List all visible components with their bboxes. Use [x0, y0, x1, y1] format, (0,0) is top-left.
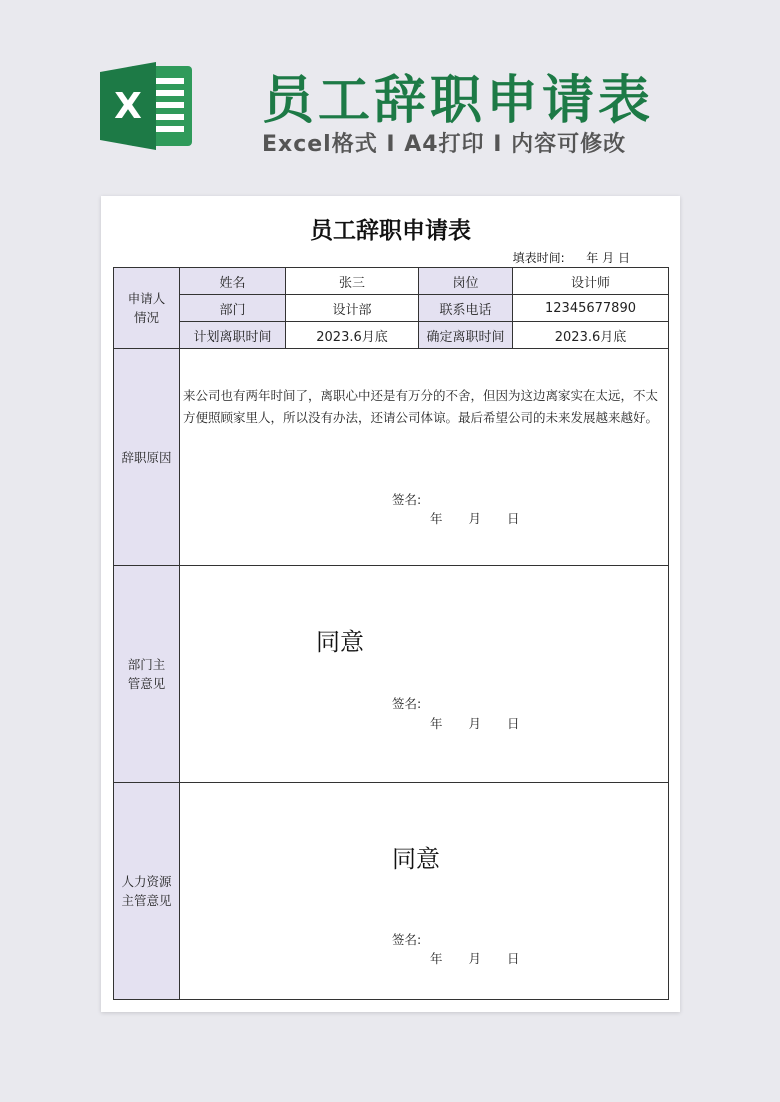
name-value[interactable]: 张三 — [286, 268, 419, 295]
reason-day: 日 — [506, 511, 520, 526]
dept-manager-date — [430, 714, 519, 732]
phone-value[interactable]: 12345677890 — [513, 295, 669, 322]
reason-date — [430, 509, 519, 527]
header-banner — [0, 0, 780, 190]
planned-date-label: 计划离职时间 — [180, 322, 286, 349]
hr-manager-date — [430, 949, 519, 967]
hr-manager-month: 月 — [468, 951, 481, 966]
reason-cell[interactable] — [180, 349, 669, 566]
svg-text:X: X — [114, 86, 142, 127]
banner-title: 员工辞职申请表 — [262, 71, 655, 131]
resignation-form-table — [113, 267, 669, 1000]
hr-manager-section-label: 人力资源主管意见 — [114, 783, 180, 1000]
hr-manager-year: 年 — [430, 951, 443, 966]
hr-manager-sign-label: 签名: — [392, 932, 422, 947]
document-title: 员工辞职申请表 — [310, 218, 471, 244]
reason-year: 年 — [430, 511, 443, 526]
confirmed-date-label: 确定离职时间 — [419, 322, 513, 349]
fill-time-year: 年 — [586, 251, 599, 265]
dept-manager-opinion-cell[interactable] — [180, 566, 669, 783]
fill-time-day: 日 — [617, 251, 630, 265]
hr-manager-opinion-cell[interactable] — [180, 783, 669, 1000]
planned-date-value[interactable]: 2023.6月底 — [286, 322, 419, 349]
form-sheet — [101, 196, 680, 1012]
dept-manager-year: 年 — [430, 716, 443, 731]
dept-manager-opinion[interactable]: 同意 — [316, 628, 364, 656]
dept-manager-day: 日 — [506, 716, 520, 731]
banner-subtitle: Excel格式 I A4打印 I 内容可修改 — [262, 132, 627, 157]
reason-month: 月 — [468, 511, 481, 526]
hr-manager-day: 日 — [506, 951, 520, 966]
dept-value[interactable]: 设计部 — [286, 295, 419, 322]
reason-text[interactable]: 来公司也有两年时间了，离职心中还是有万分的不舍，但因为这边离家实在太远，不太方便照顾家里人，所以没有办法，还请公司体谅。最后希望公司的未来发展越来越好。 — [183, 388, 659, 425]
reason-sign-label: 签名: — [392, 492, 422, 507]
dept-manager-sign-label: 签名: — [392, 696, 422, 711]
confirmed-date-value[interactable]: 2023.6月底 — [513, 322, 669, 349]
name-label: 姓名 — [180, 268, 286, 295]
reason-section-label: 辞职原因 — [114, 349, 180, 566]
dept-manager-section-label: 部门主管意见 — [114, 566, 180, 783]
fill-time-month: 月 — [602, 251, 615, 265]
fill-time — [513, 249, 630, 266]
hr-manager-opinion[interactable]: 同意 — [392, 845, 440, 873]
position-value[interactable]: 设计师 — [513, 268, 669, 295]
phone-label: 联系电话 — [419, 295, 513, 322]
dept-manager-month: 月 — [468, 716, 481, 731]
excel-logo-icon — [100, 60, 198, 152]
fill-time-label: 填表时间: — [512, 251, 565, 265]
applicant-section-label: 申请人情况 — [114, 268, 180, 349]
dept-label: 部门 — [180, 295, 286, 322]
position-label: 岗位 — [419, 268, 513, 295]
